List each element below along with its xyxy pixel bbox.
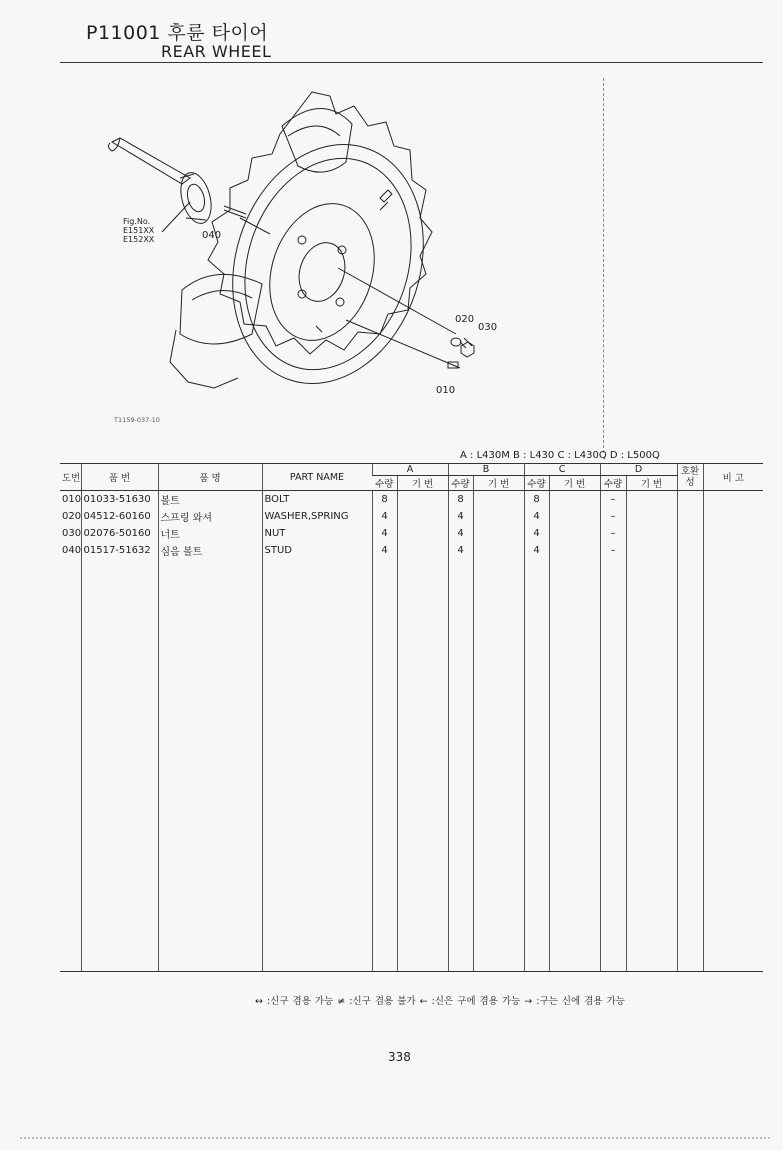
cell-part-name-kr: 볼트 (158, 491, 262, 509)
page-number: 338 (388, 1050, 411, 1064)
cell-qty: 4 (524, 508, 549, 525)
cell-qty: 4 (524, 525, 549, 542)
cell-part-no: 02076-50160 (81, 525, 158, 542)
cell-model-no (626, 542, 677, 559)
cell-qty: 8 (372, 491, 397, 509)
title-rule (60, 62, 763, 63)
cell-no: 040 (62, 545, 81, 556)
callout-label: 040 (202, 230, 222, 241)
empty-cell (600, 559, 626, 972)
empty-cell (262, 559, 372, 972)
cell-model-no (626, 525, 677, 542)
cell-part-name-kr: 스프링 와셔 (158, 508, 262, 525)
empty-cell (549, 559, 600, 972)
header-part-no: 품 번 (81, 464, 158, 491)
cell-qty: 8 (524, 491, 549, 509)
cell-qty: 4 (448, 542, 473, 559)
cell-part-name-kr: 너트 (158, 525, 262, 542)
cell-qty: 8 (448, 491, 473, 509)
rim-disc (253, 190, 391, 354)
cell-model-no (549, 542, 600, 559)
empty-cell (626, 559, 677, 972)
fig-number: E151XX (123, 226, 155, 235)
header-no: 도번 (60, 464, 81, 491)
cell-part-name: WASHER,SPRING (262, 508, 372, 525)
header-model-no: 기 번 (397, 476, 448, 491)
cell-model-no (397, 508, 448, 525)
callout-label: 010 (436, 385, 456, 396)
cell-remarks (703, 508, 763, 525)
table-row (60, 525, 763, 542)
cell-no: 020 (62, 511, 81, 522)
empty-cell (397, 559, 448, 972)
cell-qty: 4 (372, 525, 397, 542)
cell-model-no (626, 508, 677, 525)
cell-compat (677, 525, 703, 542)
cell-part-name: NUT (262, 525, 372, 542)
cell-model-no (473, 508, 524, 525)
empty-cell (448, 559, 473, 972)
tire-cutaway-left (170, 274, 262, 388)
compatibility-legend: ↔ :신구 겸용 가능 ≠ :신구 겸용 불가 ← :신은 구에 겸용 가능 → :구는 신에 겸용 가능 (255, 996, 625, 1007)
cell-model-no (473, 542, 524, 559)
table-empty-area (60, 559, 763, 972)
cell-qty: 4 (524, 542, 549, 559)
parts-table (60, 463, 763, 972)
header-part-name-kr: 품 명 (158, 464, 262, 491)
empty-cell (372, 559, 397, 972)
cell-qty: – (600, 508, 626, 525)
fig-number-label: Fig.No. (123, 217, 151, 226)
cell-model-no (397, 491, 448, 509)
callout-label: 030 (478, 322, 498, 333)
empty-cell (81, 559, 158, 972)
header-model-d: D (600, 464, 677, 476)
empty-cell (524, 559, 549, 972)
cell-qty: 4 (372, 542, 397, 559)
figure-code: T1159-037-10 (114, 416, 160, 424)
header-qty: 수량 (448, 476, 473, 491)
cell-remarks (703, 491, 763, 509)
cell-part-no: 04512-60160 (81, 508, 158, 525)
empty-cell (703, 559, 763, 972)
cell-remarks (703, 525, 763, 542)
cell-qty: – (600, 525, 626, 542)
tire-drawing (203, 92, 456, 408)
cell-remarks (703, 542, 763, 559)
cell-qty: 4 (448, 508, 473, 525)
fig-number: E152XX (123, 235, 155, 244)
figure-divider (603, 78, 604, 453)
cell-part-name: BOLT (262, 491, 372, 509)
empty-cell (60, 559, 81, 972)
empty-cell (677, 559, 703, 972)
table-row (60, 508, 763, 525)
header-model-no: 기 번 (473, 476, 524, 491)
cell-qty: 4 (372, 508, 397, 525)
header-qty: 수량 (372, 476, 397, 491)
model-legend: A : L430M B : L430 C : L430Q D : L500Q (460, 450, 660, 461)
cell-part-no: 01517-51632 (81, 542, 158, 559)
header-model-c: C (524, 464, 600, 476)
header-part-name: PART NAME (262, 464, 372, 491)
cell-qty: – (600, 542, 626, 559)
cell-part-name: STUD (262, 542, 372, 559)
cell-model-no (626, 491, 677, 509)
header-model-a: A (372, 464, 448, 476)
cell-qty: – (600, 491, 626, 509)
cell-model-no (397, 542, 448, 559)
header-model-no: 기 번 (626, 476, 677, 491)
washer-part (451, 338, 461, 346)
header-compat: 호환성 (677, 464, 703, 491)
table-row (60, 542, 763, 559)
cell-compat (677, 508, 703, 525)
header-model-b: B (448, 464, 524, 476)
cell-compat (677, 542, 703, 559)
page-title-english: REAR WHEEL (161, 42, 272, 61)
leader-lines (162, 202, 475, 368)
callout-label: 020 (455, 314, 475, 325)
fig-number-block (123, 217, 154, 244)
cell-model-no (549, 508, 600, 525)
valve (380, 190, 392, 202)
header-model-no: 기 번 (549, 476, 600, 491)
cell-model-no (473, 525, 524, 542)
header-qty: 수량 (524, 476, 549, 491)
axle-shaft (108, 138, 216, 227)
cell-qty: 4 (448, 525, 473, 542)
empty-cell (473, 559, 524, 972)
cell-no: 030 (62, 528, 81, 539)
cell-compat (677, 491, 703, 509)
header-remarks: 비 고 (703, 464, 763, 491)
cell-part-name-kr: 심음 볼트 (158, 542, 262, 559)
cell-no: 010 (62, 494, 81, 505)
cell-model-no (473, 491, 524, 509)
empty-cell (158, 559, 262, 972)
cell-model-no (549, 525, 600, 542)
header-qty: 수량 (600, 476, 626, 491)
scan-edge (20, 1137, 770, 1139)
page-title-code: P11001 후륜 타이어 (86, 22, 269, 44)
table-row (60, 491, 763, 509)
cell-part-no: 01033-51630 (81, 491, 158, 509)
cell-model-no (397, 525, 448, 542)
cell-model-no (549, 491, 600, 509)
